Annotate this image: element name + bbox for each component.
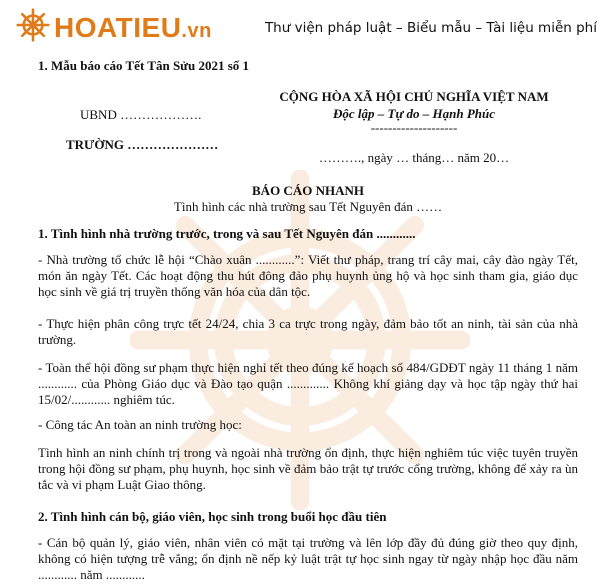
report-title: BÁO CÁO NHANH (252, 183, 364, 198)
paragraph-2: - Thực hiện phân công trực tết 24/24, chia 3 ca trực trong ngày, đảm bảo tốt an ninh, tài sản của nhà trường. (38, 316, 578, 347)
paragraph-6: - Cán bộ quản lý, giáo viên, nhân viên có mặt tại trường và lên lớp đầy đủ đúng giờ theo quy định, không có hiện tượng trễ vắng; ổn định nề nếp kỷ luật trật tự học sinh ngay từ ngày nhập học đầu năm ............ năm ............ (38, 535, 578, 582)
site-header (0, 0, 611, 52)
ubnd-line: UBND ………………. (80, 107, 202, 122)
logo-wordmark: HOATIEU.vn (54, 11, 212, 43)
paragraph-3: - Toàn thể hội đồng sư phạm thực hiện nghỉ tết theo đúng kế hoạch số 484/GDĐT ngày 11 tháng 1 năm ............ của Phòng Giáo dục và Đào tạo quận ............. Không khí giảng dạy và học tập ngày thứ hai 15/02/............ nghiêm túc. (38, 360, 578, 407)
date-line: ………., ngày … tháng… năm 20… (318, 150, 510, 165)
motto: Độc lập – Tự do – Hạnh Phúc (333, 106, 495, 121)
report-subtitle: Tình hình các nhà trường sau Tết Nguyên đán …… (173, 199, 443, 214)
motto-rule: -------------------- (370, 120, 458, 135)
ship-wheel-icon (16, 8, 50, 47)
paragraph-4: - Công tác An toàn an ninh trường học: (38, 417, 242, 432)
heading-1: 1. Tình hình nhà trường trước, trong và sau Tết Nguyên đán ............ (38, 226, 416, 241)
heading-2: 2. Tình hình cán bộ, giáo viên, học sinh trong buổi học đầu tiên (38, 509, 387, 524)
site-tagline: Thư viện pháp luật – Biểu mẫu – Tài liệu miễn phí (264, 20, 597, 36)
document-section-title: 1. Mẫu báo cáo Tết Tân Sửu 2021 số 1 (38, 58, 250, 73)
paragraph-1: - Nhà trường tổ chức lễ hội “Chào xuân ............”: Viết thư pháp, trang trí cây mai, cây đào ngày Tết, món ăn ngày Tết. Các hoạt động thu hút đông đảo phụ huynh ủng hộ và học sinh tham gia, giáo dục học sinh về giá trị truyền thống văn hóa của dân tộc. (38, 252, 578, 299)
site-logo[interactable] (16, 8, 212, 47)
school-line: TRƯỜNG ………………… (66, 137, 219, 152)
nation-title: CỘNG HÒA XÃ HỘI CHỦ NGHĨA VIỆT NAM (279, 89, 549, 104)
paragraph-5: Tình hình an ninh chính trị trong và ngoài nhà trường ổn định, thực hiện nghiêm túc việc tuyên truyền trong hội đồng sư phạm, phụ huynh, học sinh về đảm bảo trật tự trước cổng trường, không để xảy ra ùn tắc và vi phạm Luật Giao thông. (38, 445, 578, 492)
